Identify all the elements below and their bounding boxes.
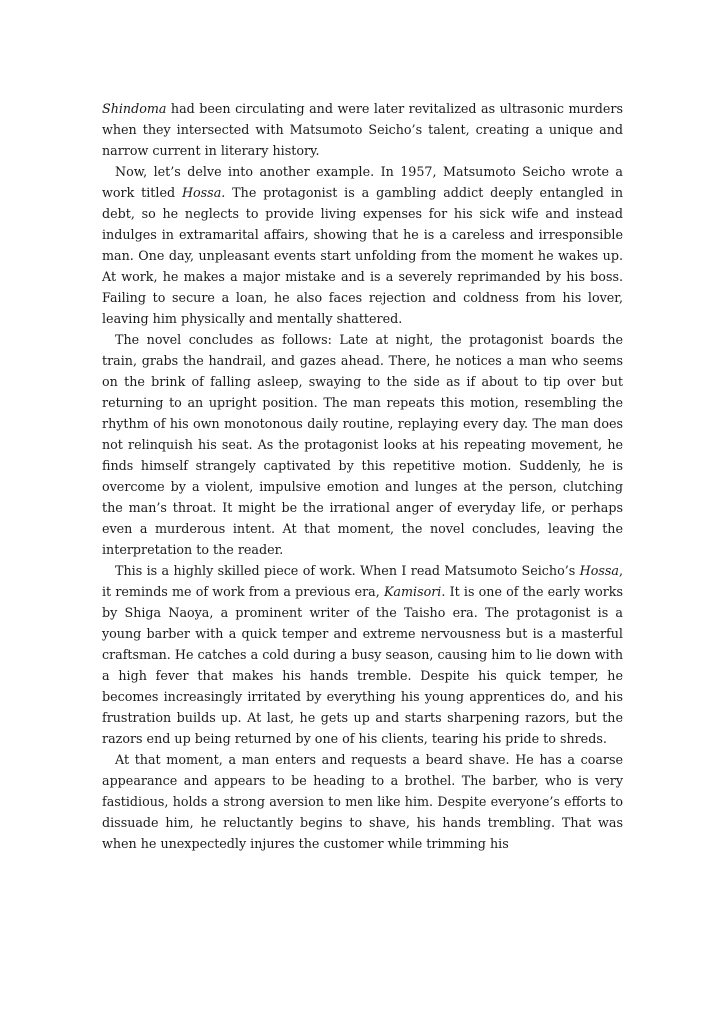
paragraph-2-text-b: The protagonist is a gambling addict deeply entangled in debt, so he neglects to provide living expenses for his sick wife and instead indulges in extramarital affairs, showing that he is a careless and irresponsible man. One day, unpleasant events start unfolding from the moment he wakes up. At work, he makes a major mistake and is a severely reprimanded by his boss. Failing to secure a loan, he also faces rejection and coldness from his lover, leaving him physically and mentally shattered. [102,185,623,326]
paragraph-4-text-c: . It is one of the early works by Shiga Naoya, a prominent writer of the Taisho era. The protagonist is a young barber with a quick temper and extreme nervousness but is a masterful craftsman. He catches a cold during a busy season, causing him to lie down with a high fever that makes his hands tremble. Despite his quick temper, he becomes increasingly irritated by everything his young apprentices do, and his frustration builds up. At last, he gets up and starts sharpening razors, but the razors end up being returned by one of his clients, tearing his pride to shreds. [102,584,623,746]
paragraph-2 [102,161,623,329]
paragraph-3-text: The novel concludes as follows: Late at night, the protagonist boards the train, grabs the handrail, and gazes ahead. There, he notices a man who seems on the brink of falling asleep, swaying to the side as if about to tip over but returning to an upright position. The man repeats this motion, resembling the rhythm of his own monotonous daily routine, replaying every day. The man does not relinquish his seat. As the protagonist looks at his repeating movement, he finds himself strangely captivated by this repetitive motion. Suddenly, he is overcome by a violent, impulsive emotion and lunges at the person, clutching the man’s throat. It might be the irrational anger of everyday life, or perhaps even a murderous intent. At that moment, the novel concludes, leaving the interpretation to the reader. [102,332,623,557]
italic-title-hossa-2: Hossa [579,563,619,578]
paragraph-4 [102,560,623,749]
paragraph-5 [102,749,623,854]
italic-title-kamisori: Kamisori [383,584,442,599]
paragraph-4-text-b: , it reminds me of work from a previous era, [102,563,623,599]
paragraph-3 [102,329,623,560]
paragraph-1 [102,98,623,161]
paragraph-4-text-a: This is a highly skilled piece of work. When I read Matsumoto Seicho’s [115,563,580,578]
paragraph-1-text: had been circulating and were later revitalized as ultrasonic murders when they intersected with Matsumoto Seicho’s talent, creating a unique and narrow current in literary history. [102,101,623,158]
italic-title-shindoma: Shindoma [102,101,167,116]
document-page [102,98,623,854]
paragraph-5-text: At that moment, a man enters and requests a beard shave. He has a coarse appearance and appears to be heading to a brothel. The barber, who is very fastidious, holds a strong aversion to men like him. Despite everyone’s efforts to dissuade him, he reluctantly begins to shave, his hands trembling. That was when he unexpectedly injures the customer while trimming his [102,752,623,851]
italic-title-hossa: Hossa. [181,185,226,200]
paragraph-2-text-a: Now, let’s delve into another example. In 1957, Matsumoto Seicho wrote a work titled [102,164,623,200]
